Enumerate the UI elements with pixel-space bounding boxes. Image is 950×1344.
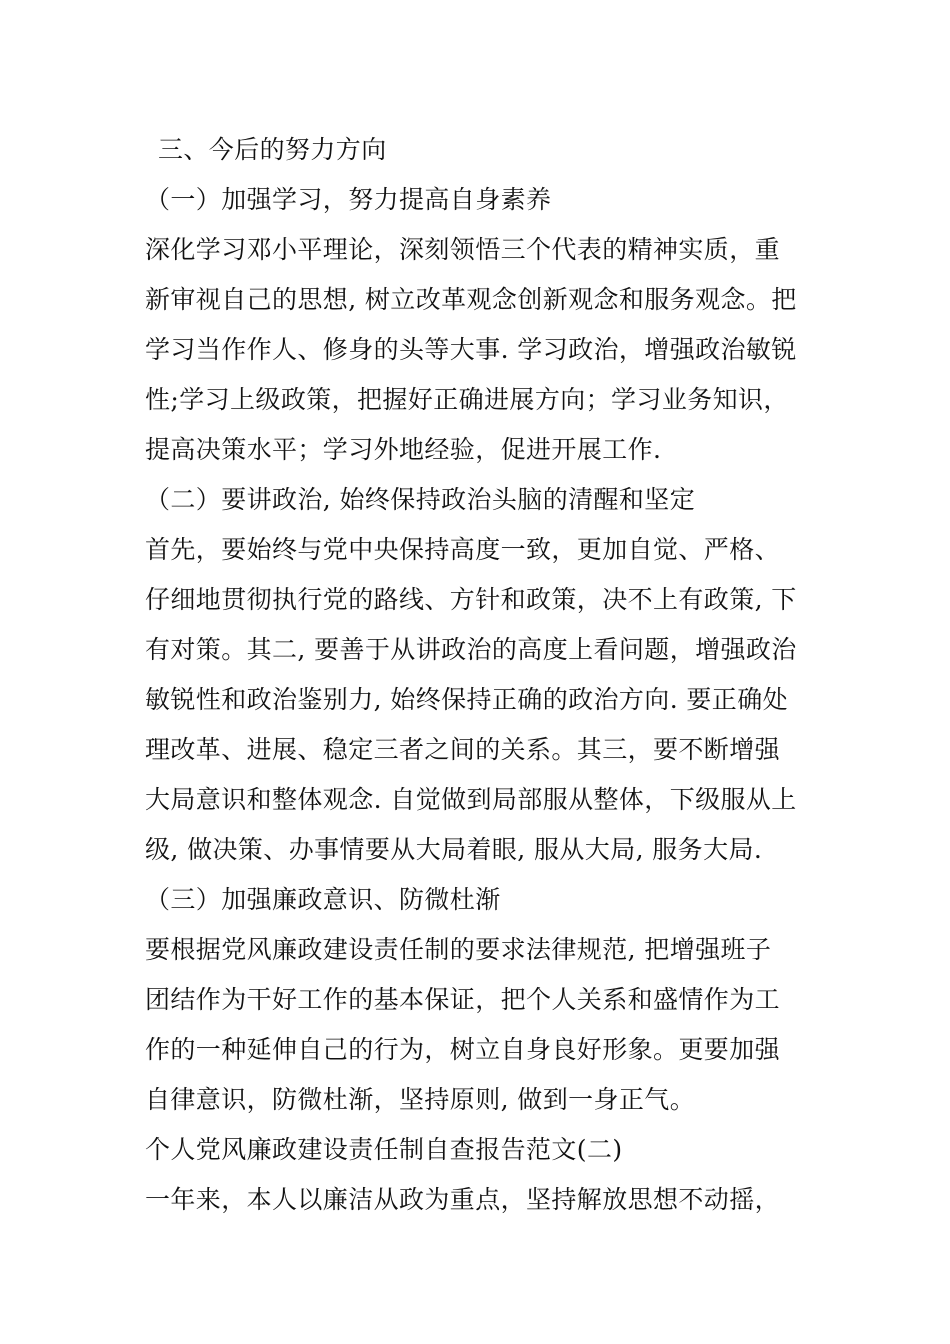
paragraph-line: 性;学习上级政策，把握好正确进展方向；学习业务知识， — [145, 385, 789, 414]
section-heading: 三、今后的努力方向 — [158, 135, 387, 164]
paragraph-line: 自律意识，防微杜渐，坚持原则, 做到一身正气。 — [145, 1085, 696, 1114]
paragraph-line: 作的一种延伸自己的行为，树立自身良好形象。更要加强 — [145, 1035, 781, 1064]
paragraph-line: 理改革、进展、稳定三者之间的关系。其三，要不断增强 — [145, 735, 781, 764]
paragraph-line: 大局意识和整体观念. 自觉做到局部服从整体，下级服从上 — [145, 785, 797, 814]
paragraph-line: 提高决策水平；学习外地经验，促进开展工作. — [145, 435, 662, 464]
paragraph-line: 仔细地贯彻执行党的路线、方针和政策，决不上有政策, 下 — [145, 585, 797, 614]
paragraph-line: 要根据党风廉政建设责任制的要求法律规范, 把增强班子 — [145, 935, 772, 964]
paragraph-line: 首先，要始终与党中央保持高度一致，更加自觉、严格、 — [145, 535, 781, 564]
subsection-heading: （三）加强廉政意识、防微杜渐 — [145, 885, 501, 914]
paragraph-line: 敏锐性和政治鉴别力, 始终保持正确的政治方向. 要正确处 — [145, 685, 788, 714]
subsection-heading: （一）加强学习，努力提高自身素养 — [145, 185, 552, 214]
paragraph-line: 有对策。其二, 要善于从讲政治的高度上看问题，增强政治 — [145, 635, 797, 664]
paragraph-line: 团结作为干好工作的基本保证，把个人关系和盛情作为工 — [145, 985, 781, 1014]
paragraph-line: 新审视自己的思想, 树立改革观念创新观念和服务观念。把 — [145, 285, 797, 314]
document-title: 个人党风廉政建设责任制自查报告范文(二) — [145, 1135, 623, 1164]
subsection-heading: （二）要讲政治, 始终保持政治头脑的清醒和坚定 — [145, 485, 696, 514]
paragraph-line: 深化学习邓小平理论，深刻领悟三个代表的精神实质，重 — [145, 235, 781, 264]
paragraph-line: 一年来，本人以廉洁从政为重点，坚持解放思想不动摇， — [145, 1185, 781, 1214]
paragraph-line: 学习当作作人、修身的头等大事. 学习政治，增强政治敏锐 — [145, 335, 797, 364]
paragraph-line: 级, 做决策、办事情要从大局着眼, 服从大局, 服务大局. — [145, 835, 763, 864]
